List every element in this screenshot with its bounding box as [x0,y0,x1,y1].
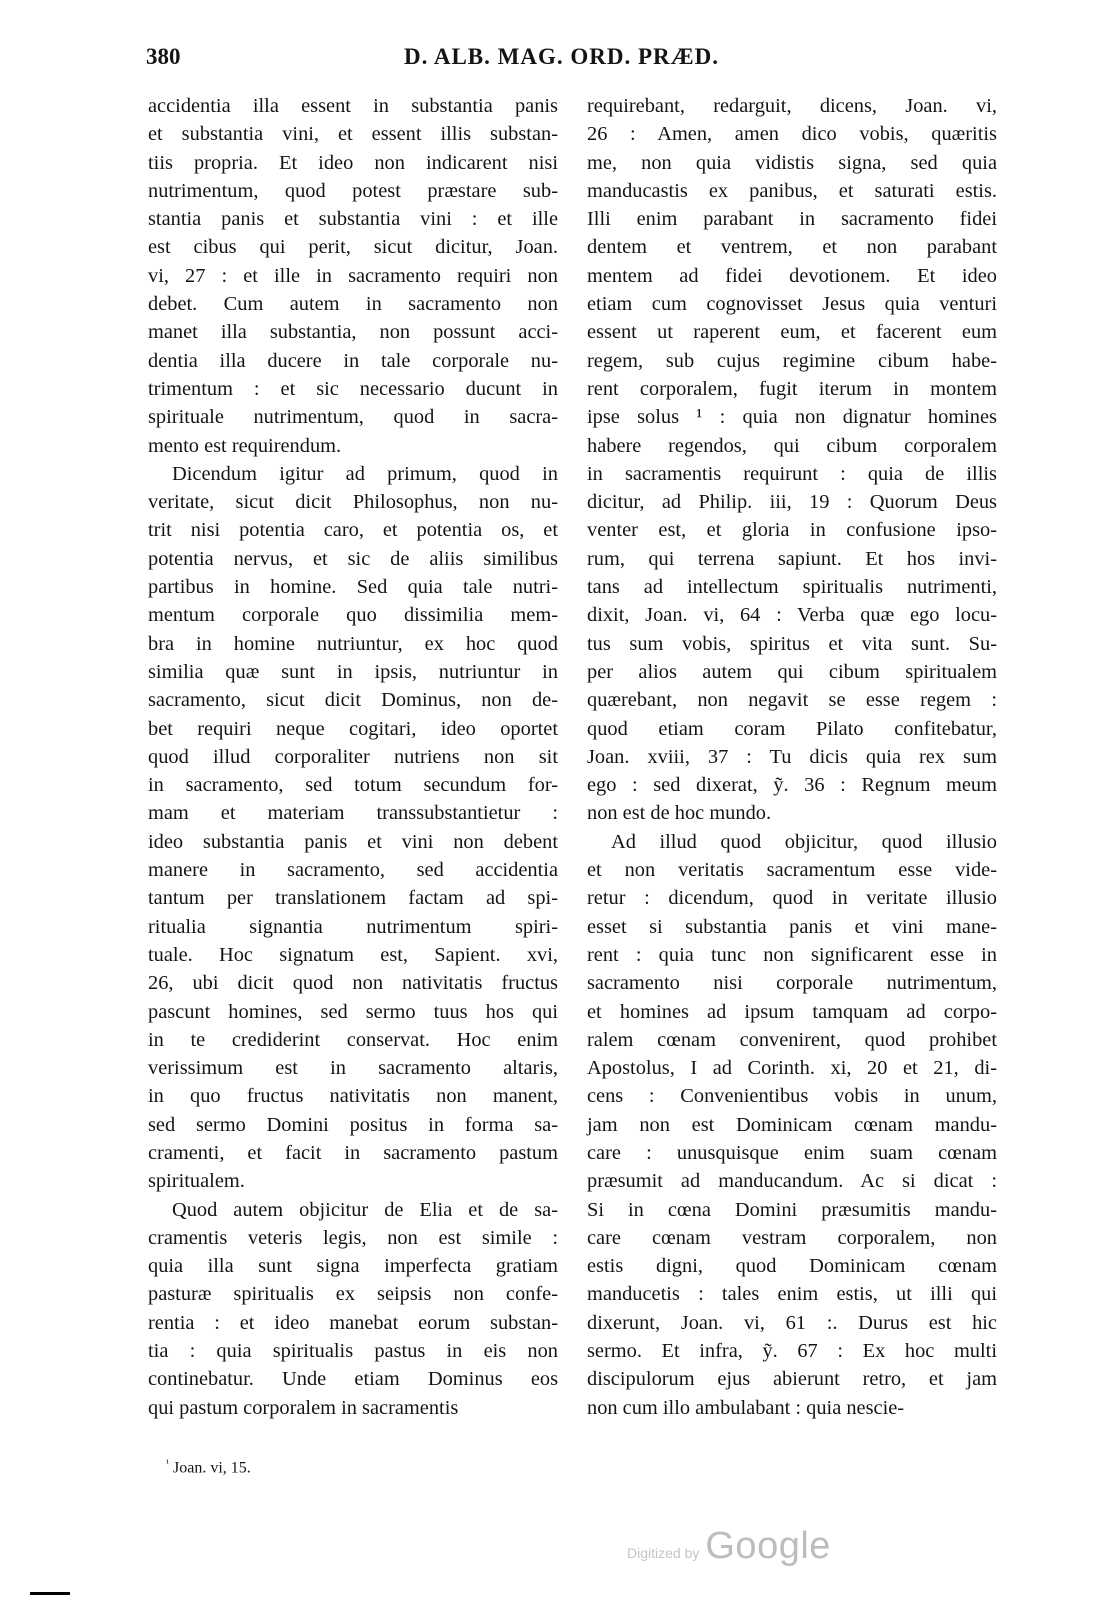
text-line: nutrimentum, quod potest præstare sub- [148,179,558,202]
text-line: manducastis ex panibus, et saturati estis. [587,179,997,202]
text-line: dixerunt, Joan. vi, 61 :. Durus est hic [587,1311,997,1334]
text-line: mam et materiam transsubstantietur : [148,802,558,825]
text-line: jam non est Dominicam cœnam mandu- [587,1113,997,1136]
text-line: rent corporalem, fugit iterum in montem [587,377,997,400]
text-line: venter est, et gloria in confusione ipso- [587,519,997,542]
text-line: tiis propria. Et ideo non indicarent nisi [148,151,558,174]
text-line: et non veritatis sacramentum esse vide- [587,859,997,882]
text-line: in sacramentis requirunt : quia de illis [587,462,997,485]
text-line: requirebant, redarguit, dicens, Joan. vi, [587,95,997,117]
text-line: quod etiam coram Pilato confitebatur, [587,717,997,740]
text-line: Illi enim parabant in sacramento fidei [587,208,997,231]
text-line: manducetis : tales enim estis, ut illi qui [587,1283,997,1306]
text-line: similia quæ sunt in ipsis, nutriuntur in [148,660,558,683]
text-line: sed sermo Domini positus in forma sa- [148,1113,558,1136]
text-line: tia : quia spiritualis pastus in eis non [148,1340,558,1363]
text-line: quia illa sunt signa imperfecta gratiam [148,1255,558,1278]
page-number: 380 [146,44,181,69]
text-line: non cum illo ambulabant : quia nescie- [587,1396,905,1419]
right-column [587,92,997,1422]
text-line: sacramento nisi corporale nutrimentum, [587,972,997,995]
text-line: mentem ad fidei devotionem. Et ideo [587,264,997,287]
text-line: dentia illa ducere in tale corporale nu- [148,349,558,372]
text-line: stantia panis et substantia vini : et ille [148,208,558,231]
text-line: spirituale nutrimentum, quod in sacra- [148,406,558,429]
text-line: tantum per translationem factam ad spi- [148,887,558,910]
text-line: cens : Convenientibus vobis in unum, [587,1085,997,1108]
text-line: Si in cœna Domini præsumitis mandu- [587,1198,997,1221]
text-line: sacramento, sicut dicit Dominus, non de- [148,689,558,712]
footnote-text: Joan. vi, 15. [173,1459,251,1477]
text-line: trit nisi potentia caro, et potentia os, et [148,519,558,542]
text-line: manere in sacramento, sed accidentia [148,859,558,882]
text-line: ipse solus ¹ : quia non dignatur homines [587,406,997,429]
text-line: dentem et ventrem, et non parabant [587,236,997,259]
text-line: quærebant, non negavit se esse regem : [587,689,997,712]
text-line: Ad illud quod objicitur, quod illusio [611,830,997,853]
text-line: Joan. xviii, 37 : Tu dicis quia rex sum [587,745,997,768]
text-line: ralem cœnam convenirent, quod prohibet [587,1028,997,1051]
text-line: in te crediderint conservat. Hoc enim [148,1028,558,1051]
text-line: Dicendum igitur ad primum, quod in [172,462,558,485]
footnote [166,1458,251,1477]
text-line: accidentia illa essent in substantia panis [148,95,558,117]
text-line: discipulorum ejus abierunt retro, et jam [587,1368,997,1391]
google-logo: Google [705,1525,831,1567]
text-line: ideo substantia panis et vini non debent [148,830,558,853]
text-line: dicitur, ad Philip. iii, 19 : Quorum Deus [587,491,997,514]
text-line: 26 : Amen, amen dico vobis, quæritis [587,123,997,146]
text-line: non est de hoc mundo. [587,802,772,825]
text-line: rentia : et ideo manebat eorum substan- [148,1311,558,1334]
text-line: et homines ad ipsum tamquam ad corpo- [587,1000,997,1023]
text-line: dixit, Joan. vi, 64 : Verba quæ ego locu- [587,604,997,627]
text-line: etiam cum cognovisset Jesus quia venturi [587,293,997,316]
text-line: habere regendos, qui cibum corporalem [587,434,997,457]
text-line: manet illa substantia, non possunt acci- [148,321,558,344]
digitized-watermark [627,1525,831,1568]
text-line: regem, sub cujus regimine cibum habe- [587,349,997,372]
text-line: præsumit ad manducandum. Ac si dicat : [587,1170,997,1193]
left-column [148,92,558,1422]
text-line: Apostolus, I ad Corinth. xi, 20 et 21, di- [587,1057,997,1080]
text-line: essent ut raperent eum, et facerent eum [587,321,997,344]
text-line: in sacramento, sed totum secundum for- [148,774,558,797]
text-line: ego : sed dixerat, ỹ. 36 : Regnum meum [587,774,997,797]
text-line: pascunt homines, sed sermo tuus hos qui [148,1000,558,1023]
text-line: qui pastum corporalem in sacramentis [148,1396,459,1419]
text-line: partibus in homine. Sed quia tale nutri- [148,576,558,599]
text-line: me, non quia vidistis signa, sed quia [587,151,997,174]
text-line: ritualia signantia nutrimentum spiri- [148,915,558,938]
running-head: D. ALB. MAG. ORD. PRÆD. [404,44,719,69]
text-line: rum, qui terrena sapiunt. Et hos invi- [587,547,997,570]
text-line: pasturæ spiritualis ex seipsis non confe- [148,1283,558,1306]
digitized-prefix: Digitized by [627,1545,700,1561]
text-line: debet. Cum autem in sacramento non [148,293,558,316]
text-line: 26, ubi dicit quod non nativitatis fructus [148,972,558,995]
text-line: Quod autem objicitur de Elia et de sa- [172,1198,558,1221]
text-line: est cibus qui perit, sicut dicitur, Joan. [148,236,558,259]
text-line: spiritualem. [148,1170,245,1193]
footnote-marker: ¹ [166,1458,169,1469]
text-line: sermo. Et infra, ỹ. 67 : Ex hoc multi [587,1340,997,1363]
text-line: estis digni, quod Dominicam cœnam [587,1255,997,1278]
text-line: cramentis veteris legis, non est simile : [148,1226,558,1249]
text-line: verissimum est in sacramento altaris, [148,1057,558,1080]
text-line: tuale. Hoc signatum est, Sapient. xvi, [148,943,558,966]
text-line: rent : quia tunc non significarent esse in [587,943,997,966]
text-line: mento est requirendum. [148,434,342,457]
text-line: mentum corporale quo dissimilia mem- [148,604,558,627]
text-line: tans ad intellectum spiritualis nutrimenti, [587,576,997,599]
text-line: veritate, sicut dicit Philosophus, non nu- [148,491,558,514]
text-line: care cœnam vestram corporalem, non [587,1226,997,1249]
text-line: potentia nervus, et sic de aliis similibus [148,547,558,570]
text-line: et substantia vini, et essent illis substan- [148,123,558,146]
text-line: vi, 27 : et ille in sacramento requiri non [148,264,558,287]
text-line: in quo fructus nativitatis non manent, [148,1085,558,1108]
text-line: retur : dicendum, quod in veritate illusio [587,887,997,910]
text-line: care : unusquisque enim suam cœnam [587,1141,997,1164]
scan-edge-mark [30,1592,70,1595]
text-line: bra in homine nutriuntur, ex hoc quod [148,632,558,655]
text-line: per alios autem qui cibum spiritualem [587,660,997,683]
text-line: trimentum : et sic necessario ducunt in [148,377,558,400]
text-line: continebatur. Unde etiam Dominus eos [148,1368,558,1391]
text-line: cramenti, et facit in sacramento pastum [148,1141,558,1164]
text-line: esset si substantia panis et vini mane- [587,915,997,938]
text-line: bet requiri neque cogitari, ideo oportet [148,717,558,740]
text-line: tus sum vobis, spiritus et vita sunt. Su- [587,632,997,655]
text-line: quod illud corporaliter nutriens non sit [148,745,558,768]
